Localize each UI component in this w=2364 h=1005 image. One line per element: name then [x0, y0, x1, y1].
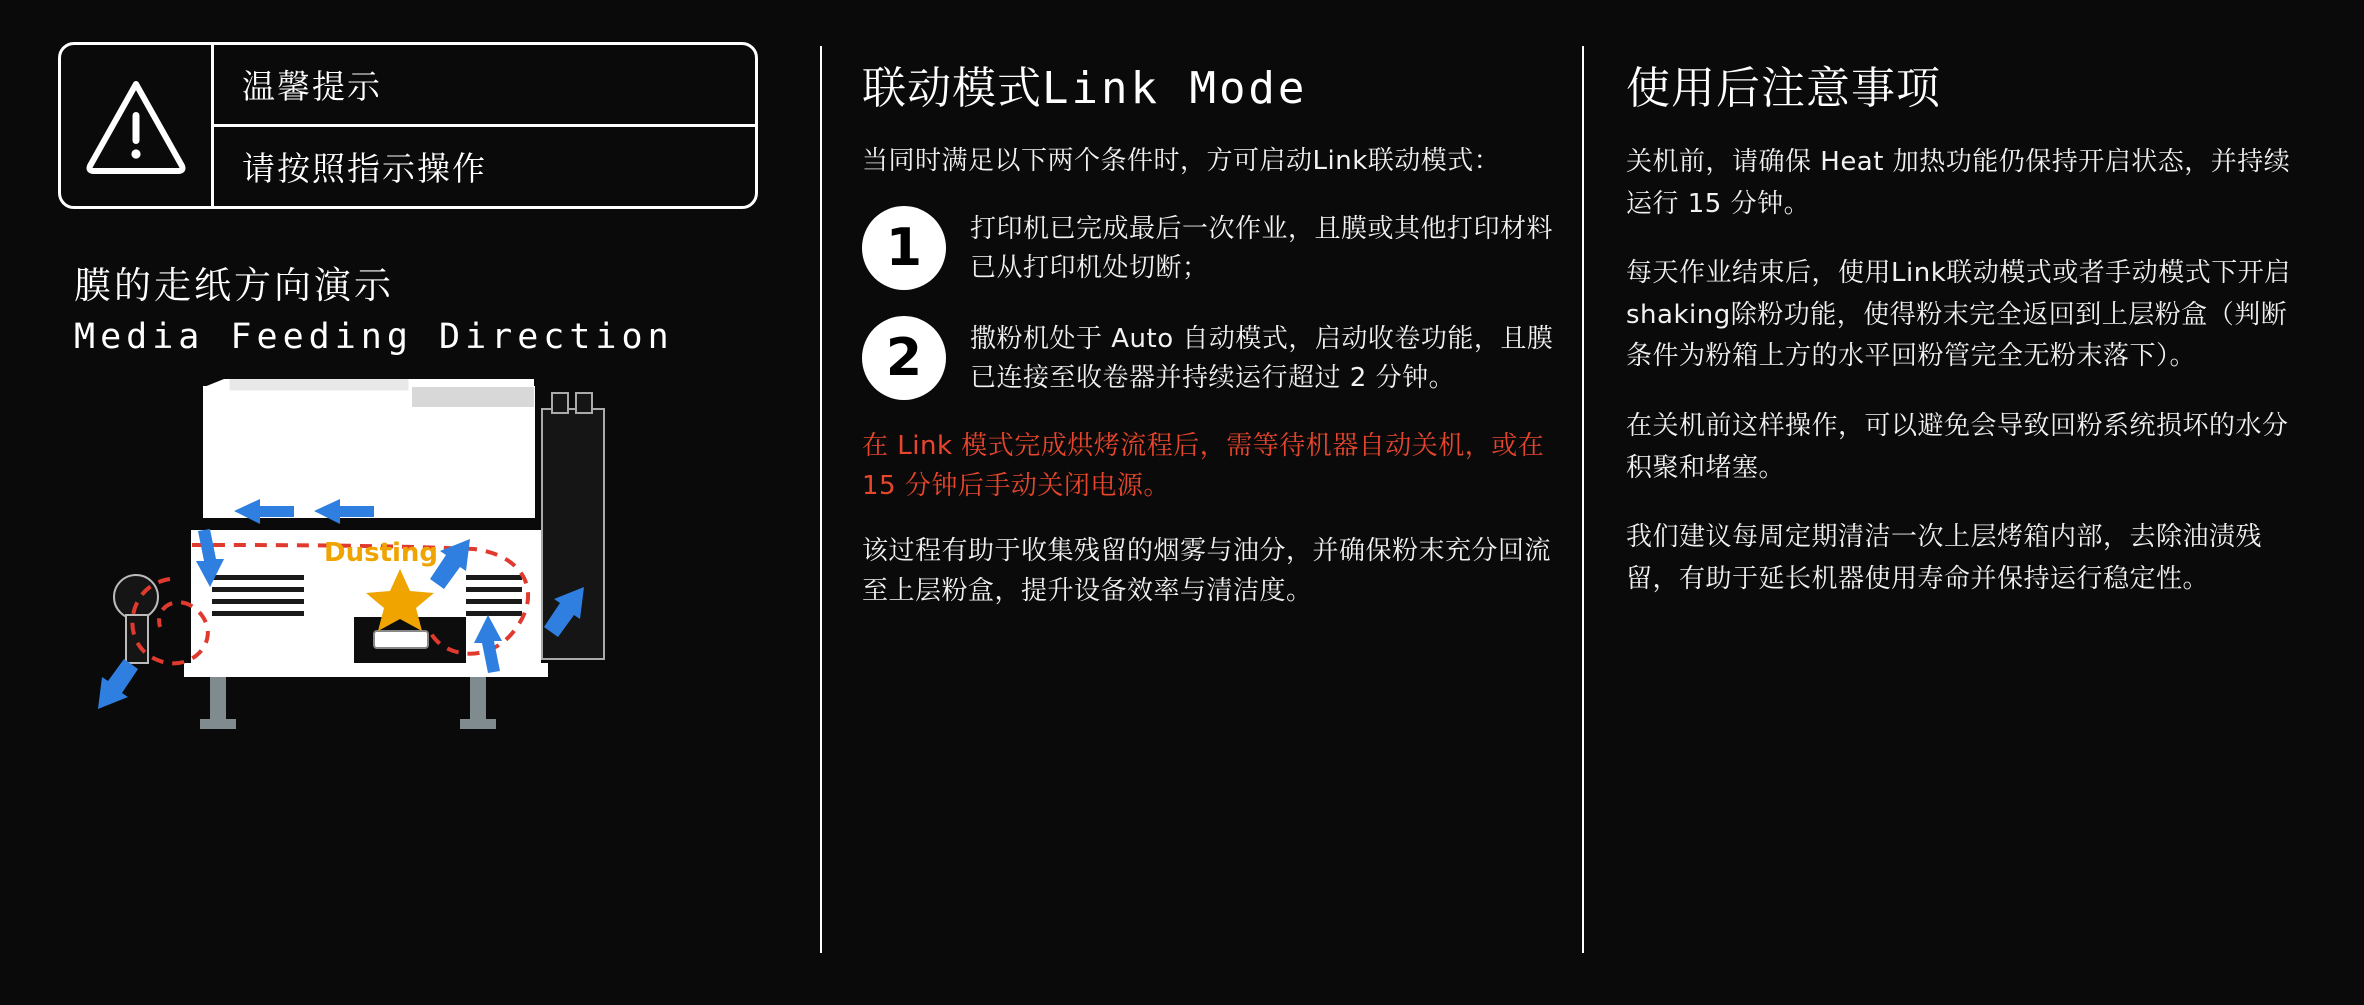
- list-item: [862, 316, 1556, 400]
- warning-triangle-svg: [84, 76, 188, 176]
- link-mode-column: [822, 28, 1582, 975]
- step-number-badge: 1: [862, 206, 946, 290]
- link-mode-steps: [862, 206, 1556, 400]
- warning-triangle-icon: [61, 45, 214, 206]
- link-mode-title: [862, 52, 1556, 116]
- step-text: 打印机已完成最后一次作业，且膜或其他打印材料已从打印机处切断；: [970, 213, 1554, 283]
- link-mode-title-cn: 联动模式: [862, 63, 1042, 114]
- post-use-paragraph-1: 关机前，请确保 Heat 加热功能仍保持开启状态，并持续运行 15 分钟。: [1626, 147, 2291, 219]
- machine-diagram-svg: [74, 379, 754, 779]
- machine-diagram: [74, 379, 754, 799]
- link-mode-intro: 当同时满足以下两个条件时，方可启动Link联动模式：: [862, 146, 1501, 176]
- link-mode-title-en: Link Mode: [1042, 63, 1308, 114]
- notice-box: [58, 42, 758, 209]
- post-use-paragraph-2: 每天作业结束后，使用Link联动模式或者手动模式下开启shaking除粉功能，使得粉末完全返回到上层粉盒（判断条件为粉箱上方的水平回粉管完全无粉末落下）。: [1626, 258, 2291, 372]
- link-mode-closing: 该过程有助于收集残留的烟雾与油分，并确保粉末充分回流至上层粉盒，提升设备效率与清洁度。: [862, 536, 1552, 606]
- left-column: [30, 28, 820, 975]
- link-mode-warning: 在 Link 模式完成烘烤流程后，需等待机器自动关机，或在 15 分钟后手动关闭电源。: [862, 430, 1545, 501]
- step-number-badge: 2: [862, 316, 946, 400]
- feed-direction-title-en: Media Feeding Direction: [74, 317, 674, 357]
- post-use-column: [1584, 28, 2334, 975]
- notice-line-1: 温馨提示: [214, 45, 755, 127]
- post-use-paragraph-4: 我们建议每周定期清洁一次上层烤箱内部，去除油渍残留，有助于延长机器使用寿命并保持运行稳定性。: [1626, 522, 2263, 594]
- post-use-paragraph-3: 在关机前这样操作，可以避免会导致回粉系统损坏的水分积聚和堵塞。: [1626, 410, 2289, 483]
- notice-line-2: 请按照指示操作: [242, 149, 487, 188]
- step-text: 撒粉机处于 Auto 自动模式，启动收卷功能，且膜已连接至收卷器并持续运行超过 2 分钟。: [970, 323, 1554, 393]
- list-item: [862, 206, 1556, 290]
- feed-direction-title-cn: 膜的走纸方向演示: [74, 264, 394, 307]
- post-use-title: 使用后注意事项: [1626, 63, 1941, 114]
- dusting-label: Dusting: [324, 538, 439, 568]
- notice-lines: [214, 45, 755, 206]
